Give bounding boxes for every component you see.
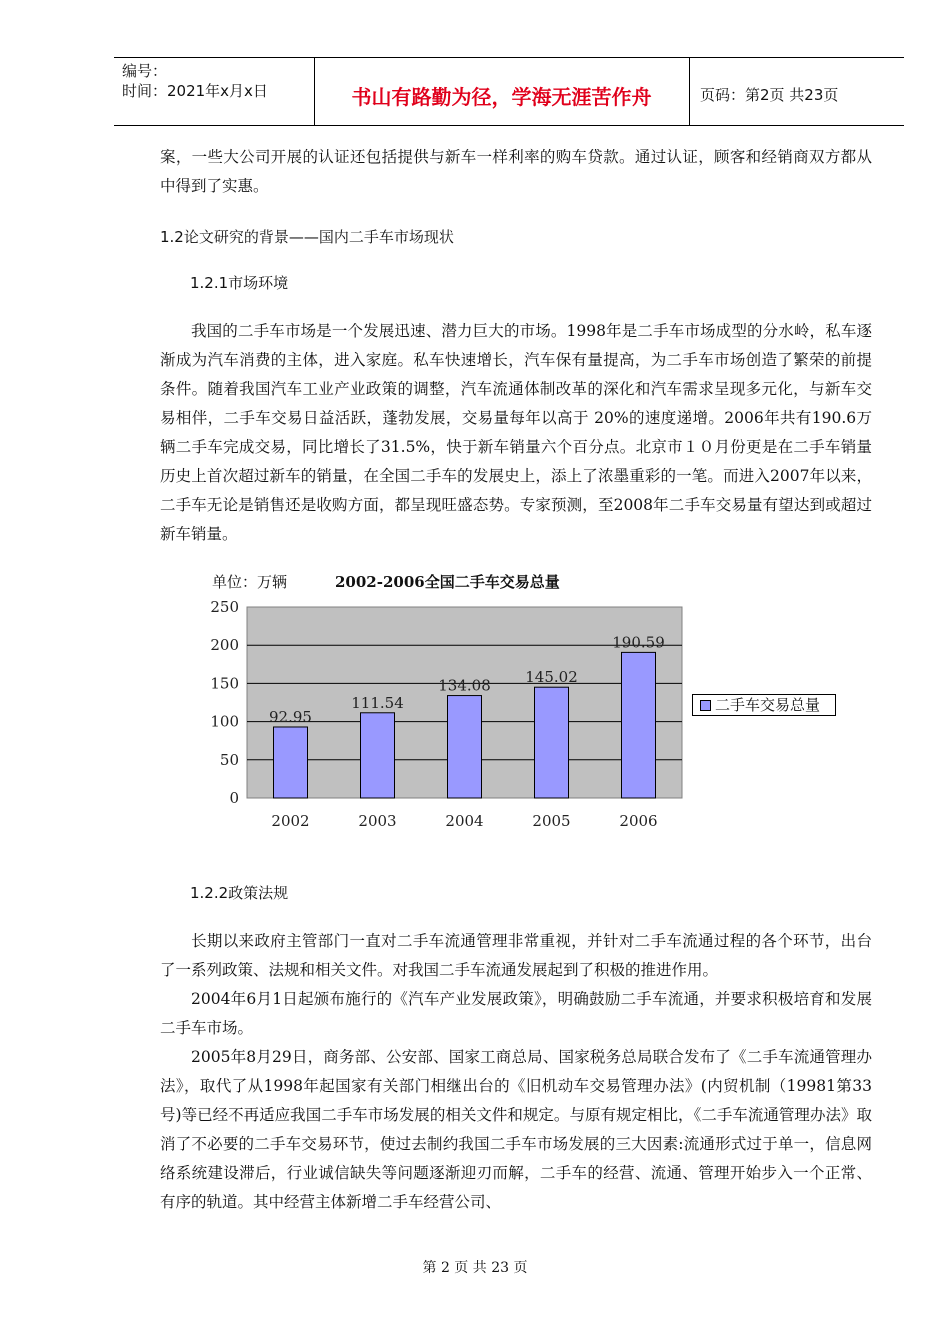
y-tick-label: 150: [210, 674, 239, 693]
section-heading-1-2-1: 1.2.1市场环境: [190, 274, 289, 292]
x-tick-label: 2004: [445, 812, 484, 830]
y-tick-label: 200: [210, 636, 239, 655]
bar: [535, 687, 569, 798]
header-motto-cell: [314, 57, 690, 125]
page-header: [114, 57, 904, 126]
data-label: 111.54: [351, 693, 404, 712]
bar: [622, 652, 656, 798]
legend-label: 二手车交易总量: [715, 696, 821, 714]
page-footer: 第 2 页 共 23 页: [422, 1260, 528, 1276]
header-meta-cell: [114, 57, 315, 125]
paragraph-market: 我国的二手车市场是一个发展迅速、潜力巨大的市场。1998年是二手车市场成型的分水岭，私车逐渐成为汽车消费的主体，进入家庭。私车快速增长，汽车保有量提高，为二手车市场创造了繁荣的前提条件。随着我国汽车工业产业政策的调整，汽车流通体制改革的深化和汽车需求呈现多元化，与新车交易相伴，二手车交易日益活跃，蓬勃发展，交易量每年以高于 20%的速度递增。2006年共有190.6万辆二手车完成交易，同比增长了31.5%，快于新车销量六个百分点。北京市１０月份更是在二手车销量历史上首次超过新车的销量，在全国二手车的发展史上，添上了浓墨重彩的一笔。而进入2007年以来，二手车无论是销售还是收购方面，都呈现旺盛态势。专家预测，至2008年二手车交易量有望达到或超过新车销量。: [160, 322, 872, 543]
header-motto: 书山有路勤为径，学海无涯苦作舟: [351, 85, 652, 109]
legend-swatch: [700, 700, 711, 711]
paragraph-policy-3: 2005年8月29日，商务部、公安部、国家工商总局、国家税务总局联合发布了《二手车流通管理办法》，取代了从1998年起国家有关部门相继出台的《旧机动车交易管理办法》(内贸机制（19981第33号)等已经不再适应我国二手车市场发展的相关文件和规定。与原有规定相比，《二手车流通管理办法》取消了不必要的二手车交易环节，使过去制约我国二手车市场发展的三大因素:流通形式过于单一，信息网络系统建设滞后，行业诚信缺失等问题逐渐迎刃而解，二手车的经营、流通、管理开始步入一个正常、有序的轨道。其中经营主体新增二手车经营公司、: [160, 1048, 872, 1211]
paragraph-policy-1: 长期以来政府主管部门一直对二手车流通管理非常重视，并针对二手车流通过程的各个环节，出台了一系列政策、法规和相关文件。对我国二手车流通发展起到了积极的推进作用。: [160, 932, 872, 979]
data-label: 92.95: [269, 707, 312, 726]
bar-chart: [205, 597, 845, 837]
x-tick-label: 2006: [619, 812, 658, 830]
x-tick-label: 2005: [532, 812, 571, 830]
y-tick-label: 50: [219, 750, 239, 769]
chart-legend: [692, 694, 836, 716]
y-tick-label: 0: [229, 789, 239, 807]
section-heading-1-2: 1.2论文研究的背景——国内二手车市场现状: [160, 228, 454, 246]
document-time-label: 时间：2021年x月x日: [122, 82, 268, 100]
bar: [448, 696, 482, 798]
bar: [361, 713, 395, 798]
x-tick-label: 2002: [271, 812, 310, 830]
chart-title: 2002-2006全国二手车交易总量: [335, 573, 560, 591]
x-tick-label: 2003: [358, 812, 397, 830]
header-page-number: 页码：第2页 共23页: [700, 86, 839, 104]
document-number-label: 编号：: [122, 62, 168, 80]
paragraph-intro: 案，一些大公司开展的认证还包括提供与新车一样利率的购车贷款。通过认证，顾客和经销商双方都从中得到了实惠。: [160, 148, 872, 195]
y-tick-label: 100: [210, 712, 239, 731]
data-label: 145.02: [525, 668, 578, 687]
paragraph-policy-2: 2004年6月1日起颁布施行的《汽车产业发展政策》，明确鼓励二手车流通，并要求积极培育和发展二手车市场。: [160, 990, 872, 1037]
chart-unit-label: 单位：万辆: [212, 573, 288, 591]
data-label: 134.08: [438, 676, 491, 695]
bar: [274, 727, 308, 798]
header-page-cell: [690, 57, 904, 125]
section-heading-1-2-2: 1.2.2政策法规: [190, 884, 289, 902]
data-label: 190.59: [612, 633, 665, 652]
y-tick-label: 250: [210, 598, 239, 616]
